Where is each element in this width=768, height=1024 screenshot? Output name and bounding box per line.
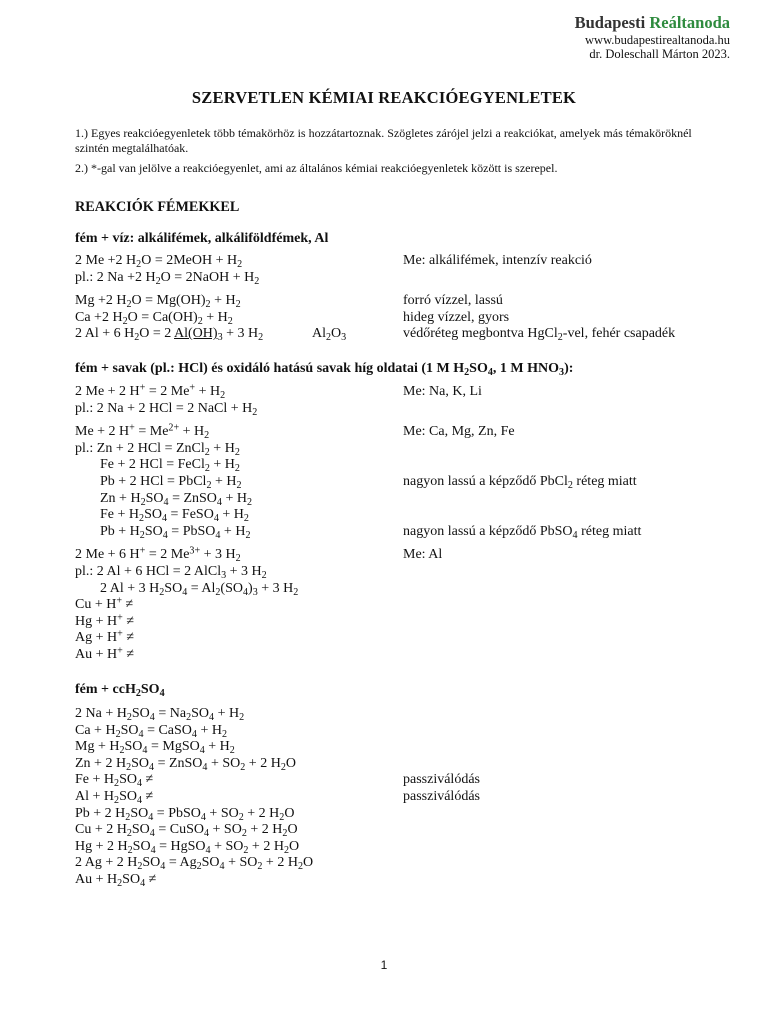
- reaction-equation: $Ca + H_2SO_4$ = CaSO$_4$ + $H_2$: [75, 722, 228, 740]
- brand-author: dr. Doleschall Márton 2023.: [589, 47, 730, 62]
- reaction-equation: 2 Me + 6 H+ = 2 $Me^{3+} + 3$ $H_2$: [75, 545, 241, 565]
- brand-website: www.budapestirealtanoda.hu: [585, 32, 730, 47]
- reaction-equation: Mg +2 $H_2O = Mg(OH)_2 + H_2$: [75, 293, 241, 310]
- reaction-equation: $Mg + H_2SO_4$ = MgSO$_4$ + $H_2$: [75, 739, 235, 756]
- reaction-equation: pl.: Zn + 2 HCl = ZnCl$_2$ + $H_2$: [75, 440, 240, 458]
- reaction-equation: 2 Al + 6 $H_2O = 2$ $Al(OH)_3 + 3$ $H_2$: [75, 326, 264, 344]
- reaction-note: passziválódás: [403, 772, 480, 788]
- page-title: SZERVETLEN KÉMIAI REAKCIÓEGYENLETEK: [191, 88, 577, 107]
- reaction-note: nagyon lassú a képződő PbCl$_2$ réteg miatt: [403, 473, 637, 491]
- reaction-equation: Me + 2 $H^+ = Me^{2+} + H_2$: [75, 422, 210, 441]
- reaction-note: hideg vízzel, gyors: [403, 309, 510, 325]
- reaction-equation: Cu + H+ ≠: [75, 595, 134, 613]
- group-heading-conc-sulfuric: fém + $ccH_2SO_4$: [75, 682, 165, 699]
- reaction-equation: 2 $Na + H_2SO_4 = Na_2SO_4 + H_2$: [75, 706, 245, 723]
- reaction-equation: Zn + 2 $H_2SO_4$ = ZnSO$_4$ + $SO_2 + 2$ $H_2O$: [75, 755, 296, 773]
- reaction-equation: $Al + H_2SO_4$ ≠: [75, 788, 154, 806]
- reaction-note: nagyon lassú a képződő PbSO$_4$ réteg miatt: [403, 523, 642, 541]
- page-number: 1: [380, 958, 388, 972]
- note-2: 2.) *-gal van jelölve a reakcióegyenlet, ami az általános kémiai reakcióegyenletek között is szerepel.: [75, 161, 558, 175]
- reaction-equation: Pb + 2 HCl = PbCl$_2$ + $H_2$: [100, 473, 242, 491]
- reaction-equation: $Fe + H_2SO_4$ ≠: [75, 772, 154, 790]
- reaction-note: Me: alkálifémek, intenzív reakció: [403, 253, 592, 268]
- brand-prefix: Budapesti: [574, 13, 650, 32]
- reaction-equation: Au + H+ ≠: [75, 645, 134, 662]
- reaction-equation: Fe + 2 HCl = FeCl$_2$ + $H_2$: [100, 457, 240, 475]
- brand-header: [575, 14, 730, 62]
- reaction-equation: pl.: 2 Al + 6 HCl = 2 AlCl$_3$ + 3 $H_2$: [75, 563, 267, 581]
- reaction-equation: $Zn + H_2SO_4$ = ZnSO$_4$ + $H_2$: [100, 490, 253, 508]
- brand-accent: Reáltanoda: [649, 13, 730, 32]
- reaction-equation: 2 Me + 2 H+ = 2 $Me^+ + H_2$: [75, 382, 226, 401]
- reaction-equation: Hg + 2 $H_2SO_4$ = HgSO$_4$ + $SO_2 + 2$ $H_2O$: [75, 838, 300, 856]
- brand-logo-text: [575, 14, 730, 33]
- reaction-note: Me: Na, K, Li: [403, 384, 482, 399]
- reaction-equation: Ag + H+ ≠: [75, 628, 134, 646]
- reaction-equation: Cu + 2 $H_2SO_4$ = CuSO$_4$ + $SO_2 + 2$ $H_2O$: [75, 822, 298, 839]
- reaction-note: védőréteg megbontva HgCl$_2$-vel, fehér csapadék: [403, 326, 676, 344]
- reaction-equation: pl.: 2 Na +2 $H_2O$ = 2NaOH + $H_2$: [75, 269, 260, 287]
- reaction-note: Me: Al: [403, 547, 443, 563]
- reaction-extra: $Al_2O_3$: [312, 326, 347, 344]
- reaction-equation: 2 Me +2 $H_2O$ = 2MeOH + $H_2$: [75, 253, 243, 270]
- group-heading-water: fém + víz: alkálifémek, alkáliföldfémek, Al: [75, 231, 329, 246]
- section-title: REAKCIÓK FÉMEKKEL: [75, 199, 240, 215]
- reaction-equation: 2 Al + 3 $H_2SO_4 = Al_2(SO_4)_3 + 3$ $H_2$: [100, 580, 299, 598]
- reaction-note: forró vízzel, lassú: [403, 293, 503, 309]
- reaction-note: Me: Ca, Mg, Zn, Fe: [403, 424, 515, 440]
- reaction-note: passziválódás: [403, 788, 480, 804]
- reaction-equation: $Pb + H_2SO_4$ = PbSO$_4$ + $H_2$: [100, 523, 251, 541]
- reaction-equation: Ca +2 $H_2O = Ca(OH)_2 + H_2$: [75, 309, 233, 327]
- note-1: 1.) Egyes reakcióegyenletek több témakörhöz is hozzátartoznak. Szögletes zárójel jelzi a reakciókat, amelyek más témaköröknél szintén megtalálhatóak.: [75, 126, 692, 155]
- reaction-equation: Hg + H+ ≠: [75, 612, 134, 629]
- reaction-equation: pl.: 2 Na + 2 HCl = 2 NaCl + $H_2$: [75, 400, 258, 418]
- reaction-equation: Pb + 2 $H_2SO_4$ = PbSO$_4$ + $SO_2 + 2$ $H_2O$: [75, 805, 295, 823]
- group-heading-acids: fém + savak (pl.: HCl) és oxidáló hatású savak híg oldatai (1 M $H_2SO_4$, 1 M $HNO_3$):: [75, 361, 574, 378]
- reaction-equation: 2 Ag + 2 $H_2SO_4 = Ag_2SO_4 + SO_2 + 2$ $H_2O$: [75, 855, 314, 873]
- reaction-equation: $Au + H_2SO_4$ ≠: [75, 871, 157, 889]
- reaction-equation: $Fe + H_2SO_4$ = FeSO$_4$ + $H_2$: [100, 507, 249, 524]
